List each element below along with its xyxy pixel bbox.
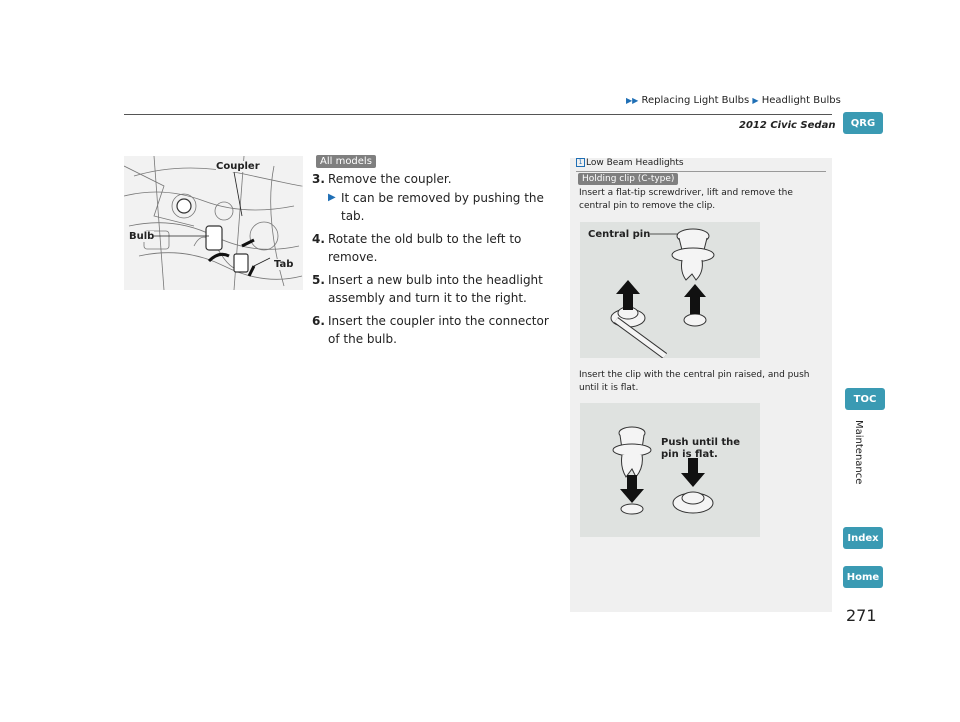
home-tab[interactable]: Home (843, 566, 883, 588)
step-6: 6. Insert the coupler into the connector of the bulb. (312, 314, 549, 346)
holding-clip-badge: Holding clip (C-type) (578, 173, 678, 185)
step-3-note: ▶ It can be removed by pushing the tab. (328, 191, 544, 223)
removal-instruction: Insert a flat-tip screwdriver, lift and remove the central pin to remove the clip. (579, 188, 793, 211)
tab-label: Tab (274, 259, 294, 270)
section-label: Maintenance (853, 420, 864, 485)
step-3: 3. Remove the coupler. (312, 172, 452, 186)
push-until-flat-label: Push until the pin is flat. (661, 437, 741, 460)
sidebar-rule (576, 171, 826, 172)
bulb-label: Bulb (129, 231, 155, 242)
coupler-label: Coupler (216, 161, 260, 172)
clip-install-illustration (580, 403, 760, 537)
chevron-right-icon: ▶▶ (626, 96, 639, 105)
header-rule (124, 114, 832, 115)
breadcrumb (626, 95, 841, 106)
installation-instruction: Insert the clip with the central pin raised, and push until it is flat. (579, 370, 810, 393)
clip-install-diagram (580, 403, 760, 537)
toc-tab[interactable]: TOC (845, 388, 885, 410)
breadcrumb-item-headlights[interactable]: Headlight Bulbs (761, 95, 841, 106)
chevron-right-icon: ▶ (752, 96, 759, 105)
qrg-tab[interactable]: QRG (843, 112, 883, 134)
clip-removal-illustration (580, 222, 760, 358)
reference-marker-icon: 1 (576, 158, 585, 167)
all-models-badge: All models (316, 155, 376, 168)
page-number: 271 (846, 606, 877, 625)
procedure-steps (312, 170, 562, 353)
central-pin-label: Central pin (588, 229, 651, 240)
clip-removal-diagram (580, 222, 760, 358)
sidebar-title[interactable]: 1 Low Beam Headlights (576, 158, 684, 168)
step-4: 4. Rotate the old bulb to the left to remove. (312, 232, 522, 264)
breadcrumb-item-lights[interactable]: Replacing Light Bulbs (641, 95, 750, 106)
model-name: 2012 Civic Sedan (739, 120, 836, 131)
arrow-right-icon: ▶ (328, 192, 336, 203)
step-5: 5. Insert a new bulb into the headlight assembly and turn it to the right. (312, 273, 543, 305)
index-tab[interactable]: Index (843, 527, 883, 549)
